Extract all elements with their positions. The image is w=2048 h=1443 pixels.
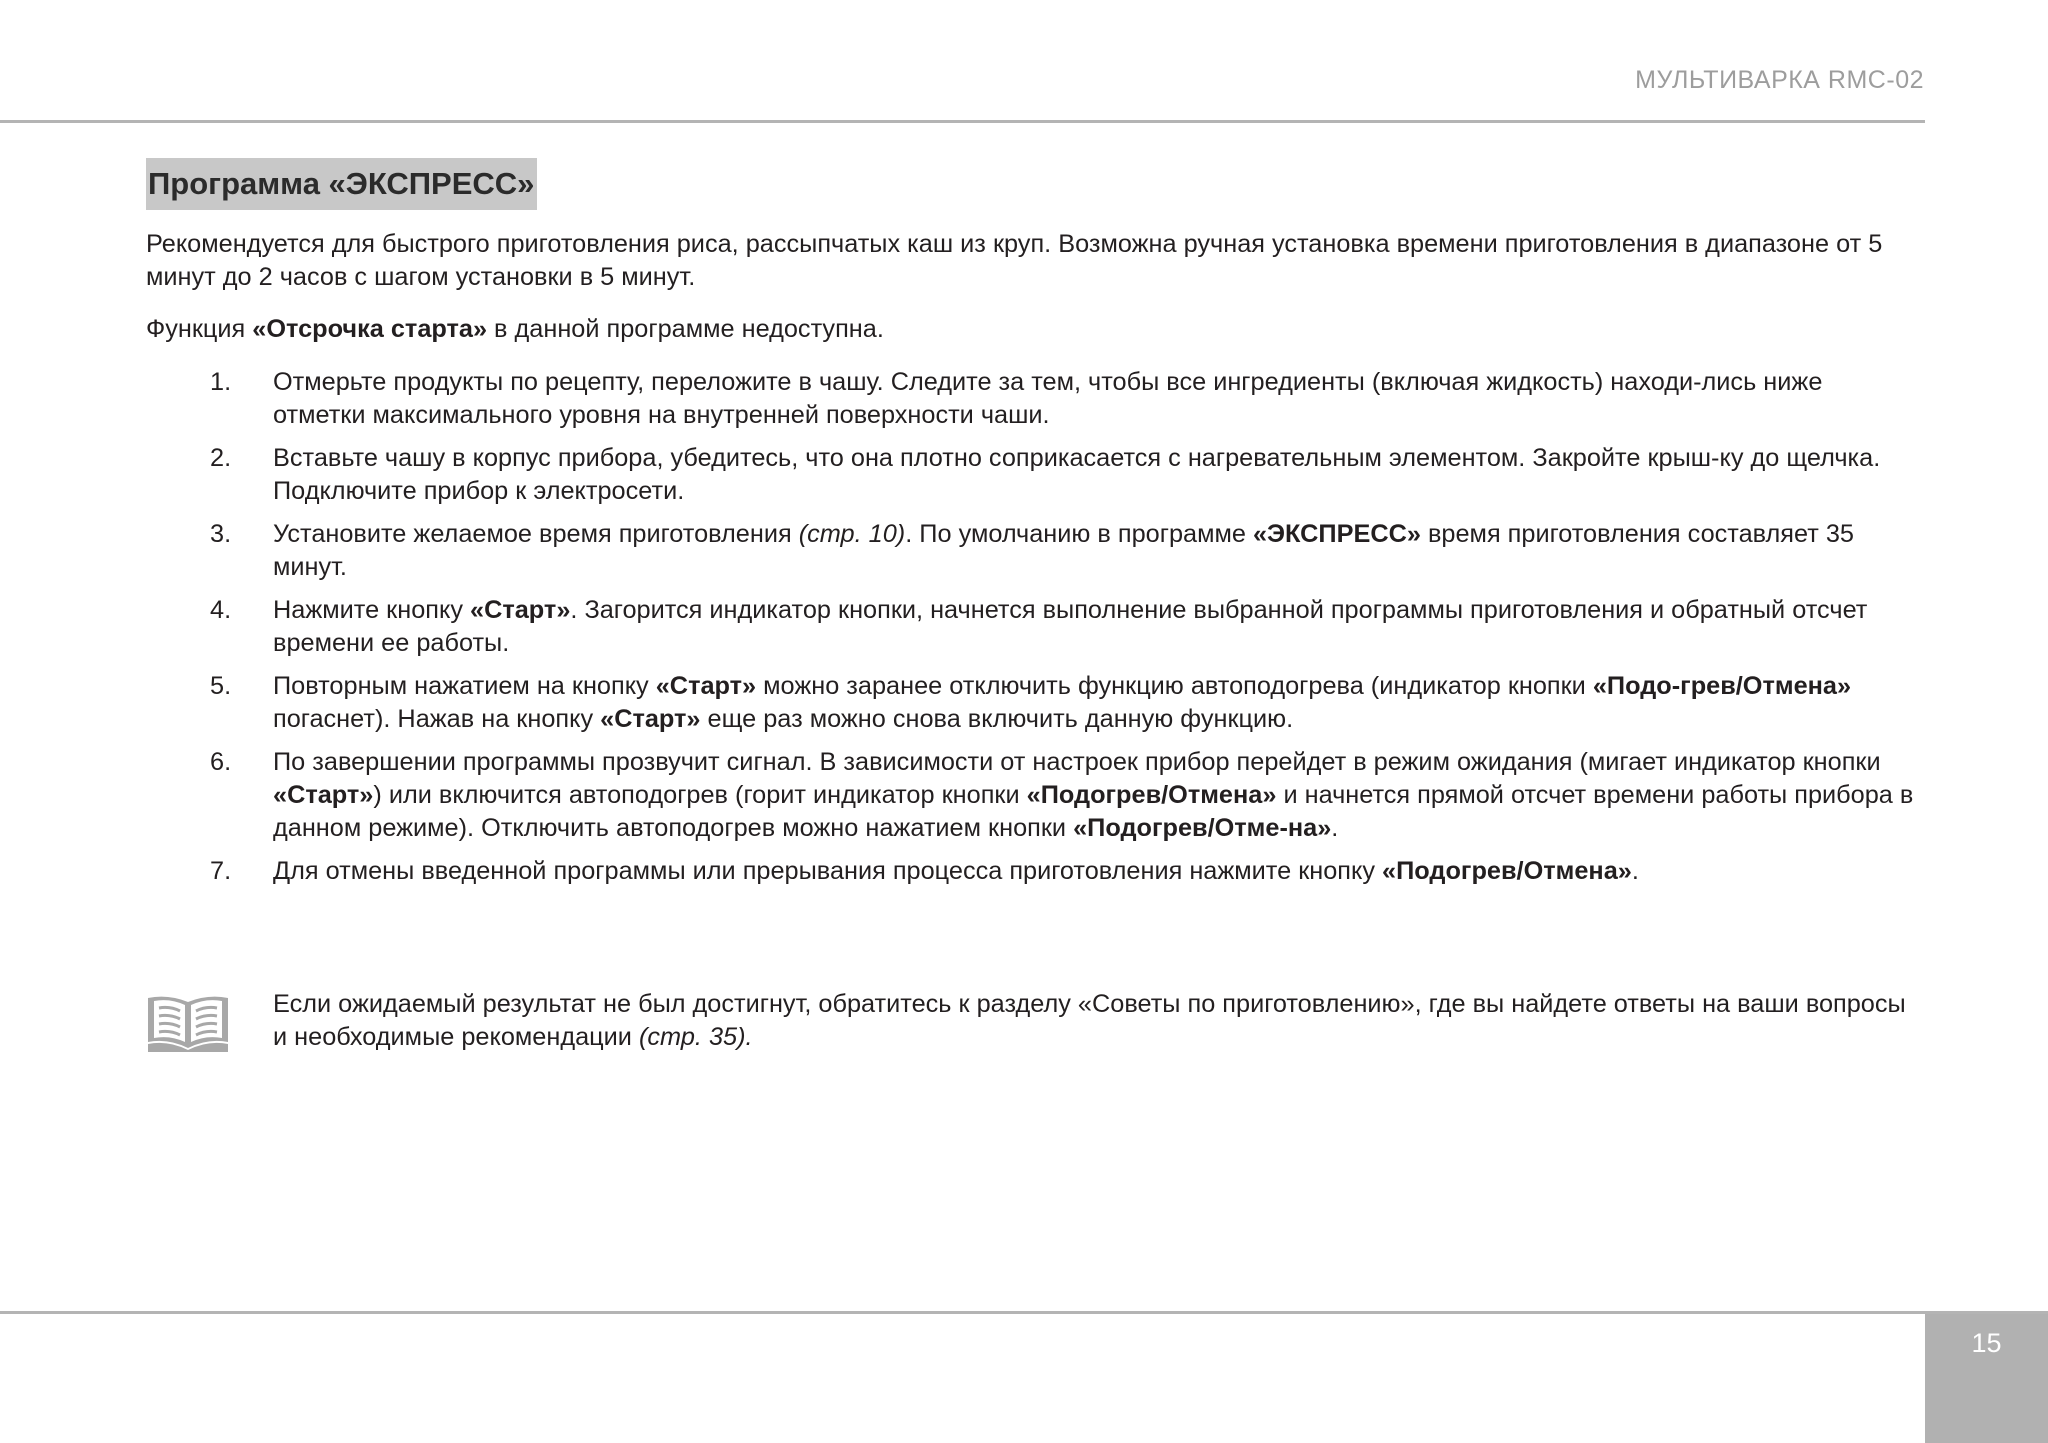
- step-text: . По умолчанию в программе: [905, 520, 1253, 548]
- step-emphasis: «Старт»: [655, 672, 757, 700]
- step-text: еще раз можно снова включить данную функцию.: [700, 705, 1294, 733]
- steps-list: [146, 366, 1916, 898]
- step-emphasis: «Подогрев/Отмена»: [1382, 857, 1632, 885]
- step-item: [146, 366, 1916, 432]
- step-item: [146, 518, 1916, 584]
- step-emphasis: «ЭКСПРЕСС»: [1252, 520, 1421, 548]
- open-book-icon: [146, 988, 230, 1054]
- step-text: Повторным нажатием на кнопку: [273, 672, 656, 700]
- step-text: погаснет). Нажав на кнопку: [273, 705, 601, 733]
- step-item: [146, 855, 1916, 888]
- top-divider: [0, 120, 1925, 123]
- step-emphasis: «Подо-грев/Отмена»: [1592, 672, 1852, 700]
- section-heading: Программа «ЭКСПРЕСС»: [146, 158, 537, 210]
- step-page-reference: (стр. 10): [798, 520, 906, 548]
- step-text: и начнется прямой отсчет времени работы прибора в данном режиме). Отключить автоподогрев можно нажатием кнопки: [273, 781, 1914, 842]
- step-number: 1.: [210, 368, 232, 396]
- step-emphasis: «Старт»: [470, 596, 571, 624]
- document-title: МУЛЬТИВАРКА RMC-02: [1635, 66, 1924, 94]
- step-text: можно заранее отключить функцию автоподогрева (индикатор кнопки: [756, 672, 1593, 700]
- intro-paragraph: Рекомендуется для быстрого приготовления риса, рассыпчатых каш из круп. Возможна ручная установка времени приготовления в диапазоне от 5 минут до 2 часов с шагом установки в 5 минут.: [146, 230, 1883, 291]
- step-number: 6.: [210, 748, 232, 776]
- function-note-suffix: в данной программе недоступна.: [487, 315, 884, 343]
- page-number: 15: [1971, 1328, 2002, 1358]
- function-note-name: «Отсрочка старта»: [252, 315, 488, 343]
- step-item: [146, 670, 1916, 736]
- step-text: Вставьте чашу в корпус прибора, убедитесь, что она плотно соприкасается с нагревательным элементом. Закройте крыш-ку до щелчка. Подключите прибор к электросети.: [273, 444, 1881, 505]
- step-text: Для отмены введенной программы или прерывания процесса приготовления нажмите кнопку: [273, 857, 1383, 885]
- step-number: 2.: [210, 444, 232, 472]
- step-number: 7.: [210, 857, 232, 885]
- bottom-divider: [0, 1311, 2048, 1314]
- tip-text: Если ожидаемый результат не был достигнут, обратитесь к разделу «Советы по приготовлению», где вы найдете ответы на ваши вопросы и необходимые рекомендации: [273, 990, 1906, 1051]
- function-note-prefix: Функция: [146, 315, 253, 343]
- step-text: время приготовления составляет 35 минут.: [273, 520, 1854, 581]
- step-number: 4.: [210, 596, 232, 624]
- step-item: [146, 442, 1916, 508]
- function-note-paragraph: [146, 313, 1916, 346]
- step-item: [146, 746, 1916, 845]
- step-item: [146, 594, 1916, 660]
- step-text: .: [1631, 857, 1639, 885]
- step-text: Установите желаемое время приготовления: [273, 520, 799, 548]
- step-text: Нажмите кнопку: [273, 596, 471, 624]
- step-text: ) или включится автоподогрев (горит индикатор кнопки: [373, 781, 1027, 809]
- step-text: .: [1331, 814, 1339, 842]
- tip-page-reference: (стр. 35).: [638, 1023, 753, 1051]
- step-emphasis: «Старт»: [273, 781, 374, 809]
- step-emphasis: «Подогрев/Отме-на»: [1073, 814, 1332, 842]
- step-number: 3.: [210, 520, 232, 548]
- step-emphasis: «Подогрев/Отмена»: [1026, 781, 1277, 809]
- step-text: . Загорится индикатор кнопки, начнется выполнение выбранной программы приготовления и обратный отсчет времени ее работы.: [273, 596, 1868, 657]
- step-text: Отмерьте продукты по рецепту, переложите в чашу. Следите за тем, чтобы все ингредиенты (включая жидкость) находи-лись ниже отметки максимального уровня на внутренней поверхности чаши.: [273, 368, 1823, 429]
- step-emphasis: «Старт»: [600, 705, 701, 733]
- step-text: По завершении программы прозвучит сигнал. В зависимости от настроек прибор перейдет в режим ожидания (мигает индикатор кнопки: [273, 748, 1881, 776]
- step-number: 5.: [210, 672, 232, 700]
- tip-paragraph: [273, 988, 1923, 1054]
